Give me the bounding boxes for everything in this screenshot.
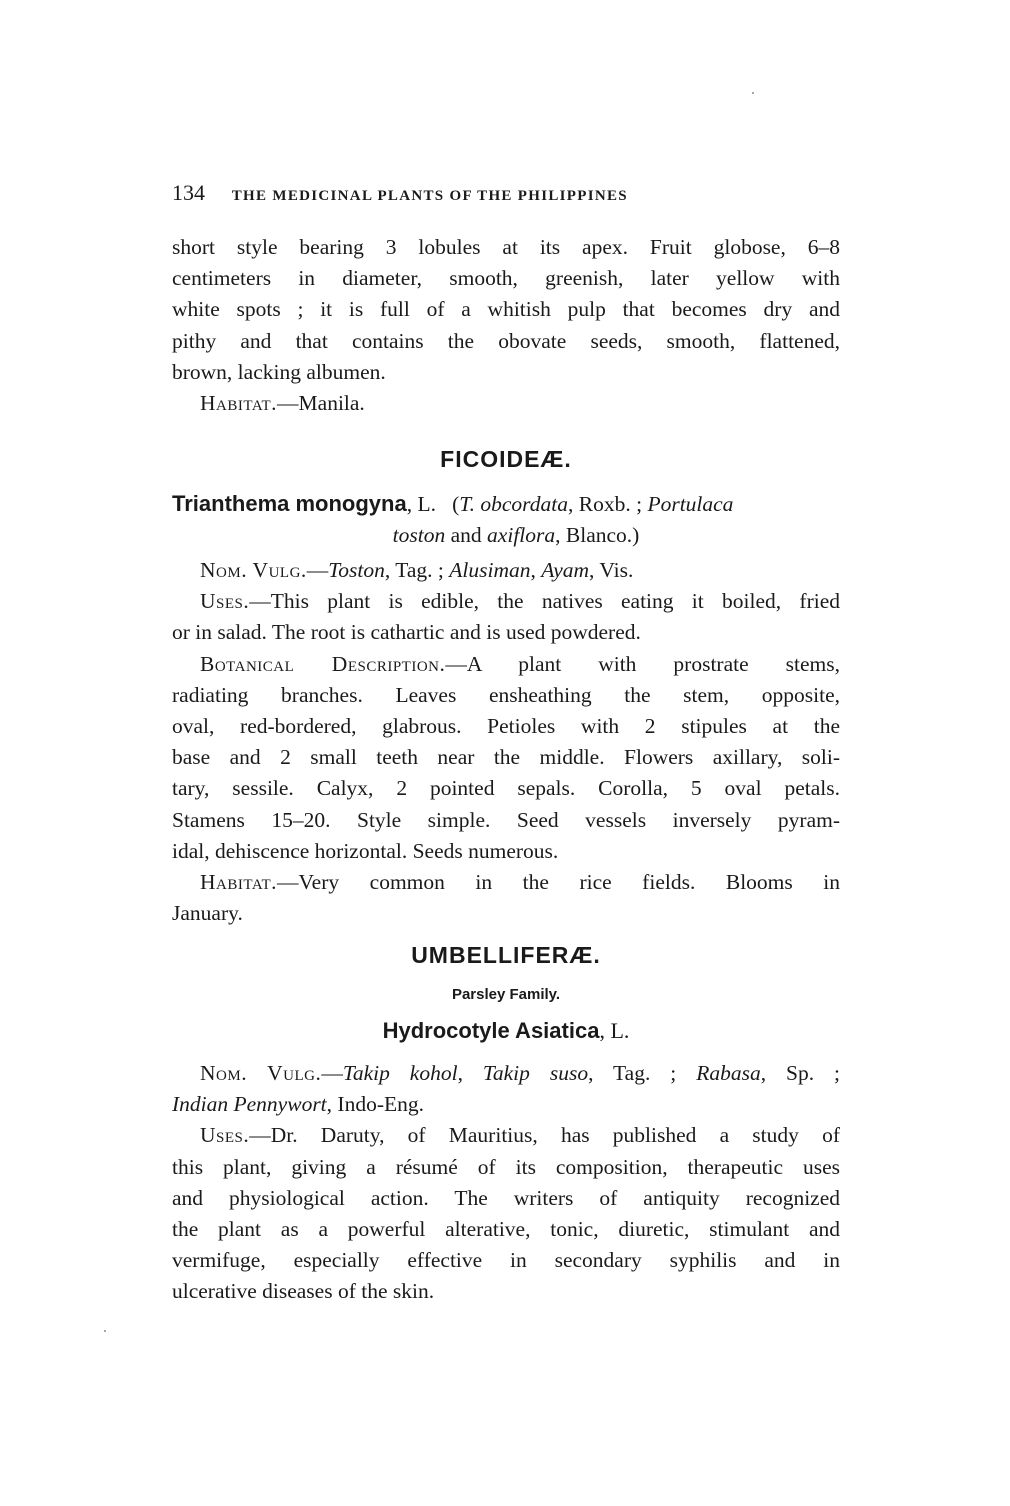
habitat-label: Habitat. — [200, 870, 278, 895]
language: , Tag. ; — [588, 1061, 697, 1085]
uses-text: —This plant is edible, the natives eating it boiled, fried — [249, 589, 840, 614]
species-line — [172, 488, 840, 520]
language: , Indo-Eng. — [326, 1092, 424, 1117]
text-line: the plant as a powerful alterative, tonic, diuretic, stimulant and — [172, 1217, 840, 1242]
text-line: centimeters in diameter, smooth, greenish, later yellow with — [172, 266, 840, 291]
common-family-name: Parsley Family. — [451, 986, 561, 1003]
text-line: ulcerative diseases of the skin. — [172, 1279, 435, 1304]
dash: — — [306, 558, 329, 582]
family-heading-ficoideae: FICOIDEÆ. — [440, 446, 572, 472]
botanical-label: Botanical Description. — [200, 651, 446, 676]
text-line: brown, lacking albumen. — [172, 359, 386, 384]
text-line: idal, dehiscence horizontal. Seeds numerous. — [172, 838, 559, 863]
running-header — [172, 180, 772, 210]
nom-vulg-line-2 — [172, 1089, 840, 1120]
habitat-line — [172, 388, 840, 419]
synonym-author: , Roxb. ; — [567, 492, 648, 516]
botanical-line — [172, 649, 840, 680]
text-line: white spots ; it is full of a whitish pulp that becomes dry and — [172, 297, 840, 322]
separator: , — [457, 1061, 483, 1085]
page-number: 134 — [172, 180, 205, 205]
uses-label: Uses. — [200, 1123, 250, 1148]
ficoideae-body — [172, 555, 840, 929]
text-line: and physiological action. The writers of antiquity recognized — [172, 1185, 840, 1210]
species-author: , L. — [599, 1018, 630, 1043]
language: , Vis. — [589, 558, 634, 582]
synonym-paren: ( — [452, 492, 460, 516]
common-name: Rabasa — [696, 1061, 761, 1085]
dash: — — [321, 1061, 343, 1085]
nom-vulg-label: Nom. Vulg. — [200, 558, 307, 582]
common-name: Indian Pennywort — [172, 1092, 327, 1117]
species-entry-trianthema — [172, 488, 840, 551]
species-name: Hydrocotyle Asiatica — [382, 1018, 600, 1043]
uses-text: —Dr. Daruty, of Mauritius, has published a study of — [249, 1123, 840, 1148]
running-title: THE MEDICINAL PLANTS OF THE PHILIPPINES — [231, 188, 628, 204]
nom-vulg-line — [172, 1058, 840, 1089]
nom-vulg-line — [172, 555, 840, 586]
text-line: base and 2 small teeth near the middle. Flowers axillary, soli- — [172, 745, 840, 770]
continuation-paragraph — [172, 232, 840, 419]
speck-mark — [104, 1330, 106, 1332]
habitat-text: —Manila. — [277, 391, 365, 416]
uses-line — [172, 586, 840, 617]
synonym: axiflora — [487, 523, 556, 548]
habitat-text: —Very common in the rice fields. Blooms in — [277, 870, 840, 895]
common-name: Alusiman — [449, 558, 531, 582]
text-line: oval, red-bordered, glabrous. Petioles with 2 stipules at the — [172, 714, 840, 739]
species-name: Trianthema monogyna — [172, 491, 407, 516]
species-author: , L. — [406, 492, 436, 516]
species-heading-hydrocotyle — [172, 1018, 840, 1044]
synonym: toston — [392, 523, 446, 548]
species-line-2 — [172, 520, 840, 551]
uses-line — [172, 1120, 840, 1151]
common-name: Takip suso — [482, 1061, 589, 1085]
botanical-text: —A plant with prostrate stems, — [445, 651, 840, 676]
text-line: January. — [172, 901, 243, 926]
habitat-line — [172, 867, 840, 898]
separator: , — [530, 558, 542, 582]
text-line: Stamens 15–20. Style simple. Seed vessels inversely pyram- — [172, 807, 840, 832]
nom-vulg-label: Nom. Vulg. — [200, 1061, 322, 1085]
text-line: short style bearing 3 lobules at its apex. Fruit globose, 6–8 — [172, 235, 840, 259]
text-line: or in salad. The root is cathartic and is used powdered. — [172, 620, 641, 645]
language: , Sp. ; — [760, 1061, 841, 1085]
family-heading-umbelliferae: UMBELLIFERÆ. — [411, 942, 601, 968]
text-line: radiating branches. Leaves ensheathing the stem, opposite, — [172, 682, 840, 707]
uses-label: Uses. — [200, 589, 250, 614]
speck-mark — [752, 92, 754, 94]
text-line: tary, sessile. Calyx, 2 pointed sepals. Corolla, 5 oval petals. — [172, 776, 840, 801]
common-name: Toston — [328, 558, 385, 582]
text-line: vermifuge, especially effective in secondary syphilis and in — [172, 1248, 840, 1273]
habitat-label: Habitat. — [200, 391, 278, 416]
synonym: T. obcordata — [459, 492, 568, 516]
synonym-author: , Blanco.) — [555, 523, 640, 548]
text-line: this plant, giving a résumé of its composition, therapeutic uses — [172, 1154, 840, 1179]
common-name: Takip kohol — [342, 1061, 458, 1085]
common-name: Ayam — [541, 558, 590, 582]
text-line: pithy and that contains the obovate seeds, smooth, flattened, — [172, 328, 840, 353]
synonym-and: and — [445, 523, 488, 548]
synonym: Portulaca — [647, 492, 734, 516]
umbelliferae-body — [172, 1058, 840, 1308]
language: , Tag. ; — [384, 558, 450, 582]
